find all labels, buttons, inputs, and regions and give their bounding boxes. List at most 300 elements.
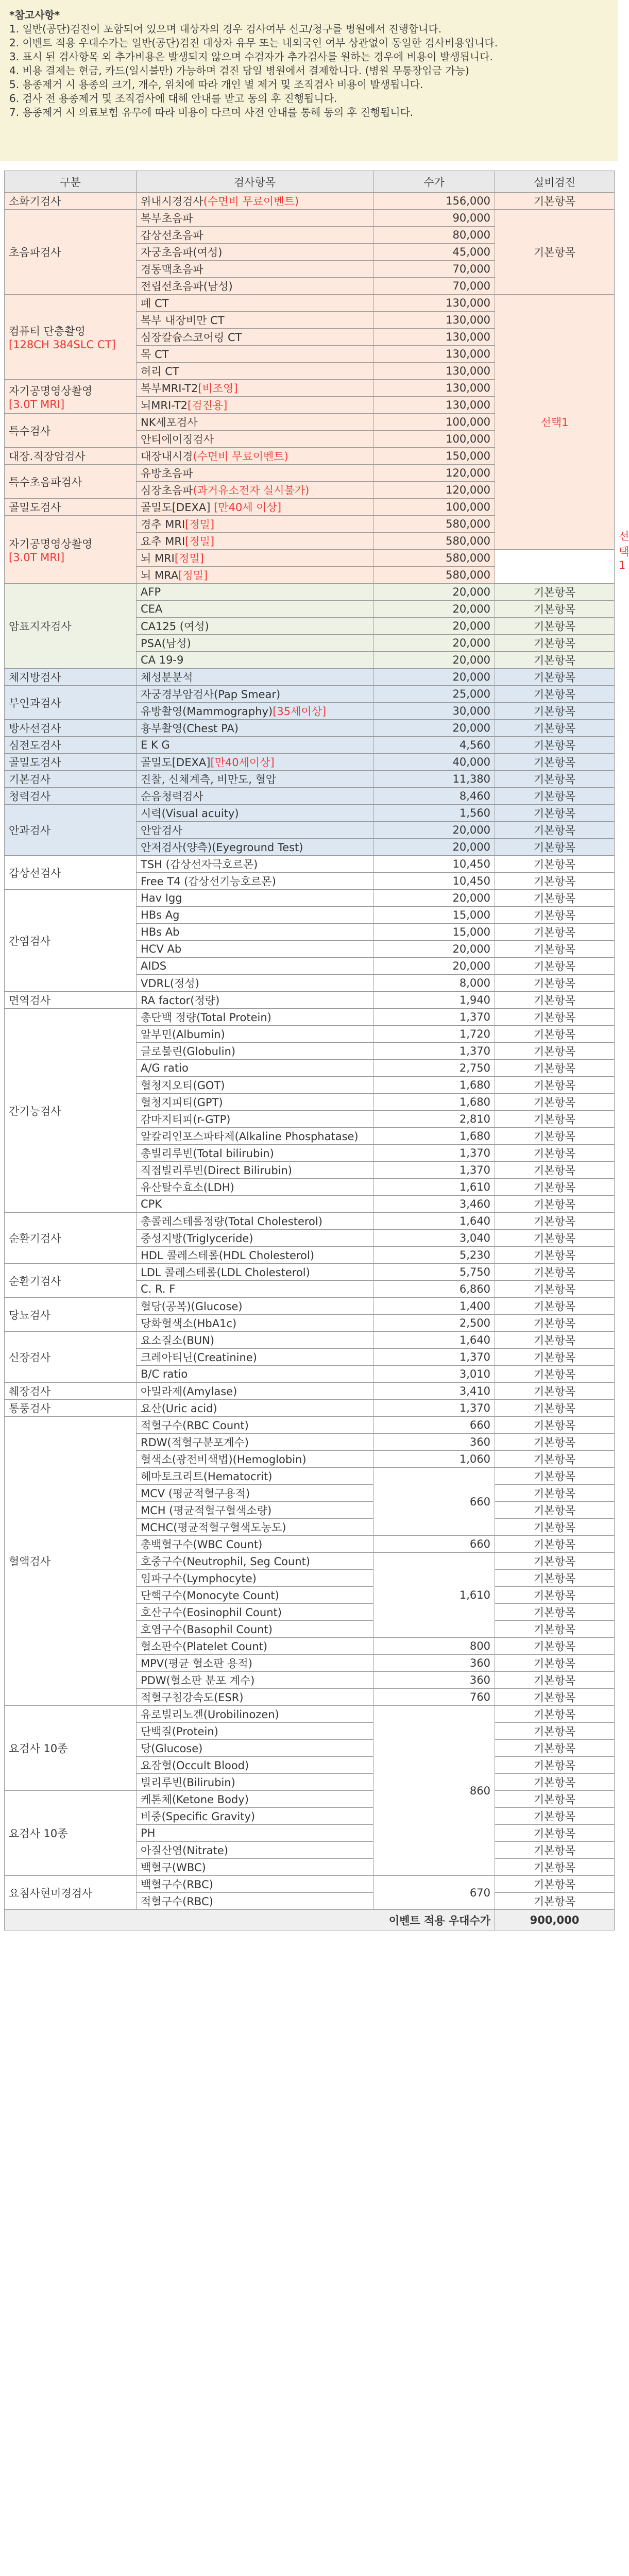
price-cell: 15,000 xyxy=(373,924,495,941)
item-cell xyxy=(137,1808,373,1825)
price-cell: 580,000 xyxy=(373,533,495,550)
price-cell: 580,000 xyxy=(373,567,495,584)
item-cell xyxy=(137,1434,373,1451)
item-label: 체성분분석 xyxy=(141,671,193,684)
status-cell: 기본항목 xyxy=(495,1162,615,1179)
price-table-wrap xyxy=(4,171,629,1930)
status-cell: 기본항목 xyxy=(495,1893,615,1910)
item-cell xyxy=(137,652,373,669)
price-cell: 1,680 xyxy=(373,1077,495,1094)
table-row xyxy=(5,295,615,312)
item-cell xyxy=(137,1638,373,1655)
price-cell: 1,060 xyxy=(373,1451,495,1468)
category-label: 췌장검사 xyxy=(9,1385,51,1398)
item-cell xyxy=(137,1111,373,1128)
status-cell: 기본항목 xyxy=(495,975,615,992)
status-cell: 기본항목 xyxy=(495,1145,615,1162)
status-cell: 기본항목 xyxy=(495,754,615,771)
price-cell: 15,000 xyxy=(373,907,495,924)
price-cell: 1,610 xyxy=(373,1179,495,1196)
item-label: 감마지티피(r-GTP) xyxy=(141,1113,231,1126)
price-cell: 5,230 xyxy=(373,1247,495,1264)
price-cell: 120,000 xyxy=(373,465,495,482)
category-label: 청력검사 xyxy=(9,790,51,803)
item-cell xyxy=(137,1077,373,1094)
price-cell: 660 xyxy=(373,1417,495,1434)
item-cell xyxy=(137,1825,373,1842)
category-label: 당뇨검사 xyxy=(9,1309,51,1321)
category-cell xyxy=(5,295,137,380)
table-row xyxy=(5,754,615,771)
price-cell: 90,000 xyxy=(373,210,495,227)
item-cell xyxy=(137,278,373,295)
item-cell xyxy=(137,1247,373,1264)
item-cell xyxy=(137,1009,373,1026)
price-cell: 40,000 xyxy=(373,754,495,771)
item-label: 유방촬영(Mammography) xyxy=(141,705,273,718)
notes-box xyxy=(0,0,618,161)
header-status: 실비검진 xyxy=(495,171,615,193)
item-label: 골밀도[DEXA] xyxy=(141,756,211,769)
price-cell: 3,040 xyxy=(373,1230,495,1247)
status-cell: 기본항목 xyxy=(495,737,615,754)
item-note: [만40세 이상] xyxy=(210,501,282,514)
price-cell: 1,720 xyxy=(373,1026,495,1043)
category-cell xyxy=(5,380,137,414)
status-cell: 기본항목 xyxy=(495,1009,615,1026)
item-cell xyxy=(137,465,373,482)
category-label: 대장.직장암검사 xyxy=(9,450,86,463)
price-cell: 8,460 xyxy=(373,788,495,805)
price-cell: 1,370 xyxy=(373,1162,495,1179)
category-cell xyxy=(5,1417,137,1706)
status-cell: 기본항목 xyxy=(495,1213,615,1230)
category-cell xyxy=(5,516,137,584)
price-cell: 45,000 xyxy=(373,244,495,261)
item-cell xyxy=(137,431,373,448)
status-cell: 기본항목 xyxy=(495,1298,615,1315)
note-line: 6. 검사 전 용종제거 및 조직검사에 대해 안내를 받고 동의 후 진행됩니다. xyxy=(9,92,337,105)
price-cell: 20,000 xyxy=(373,584,495,601)
item-cell xyxy=(137,1570,373,1587)
category-cell xyxy=(5,805,137,856)
item-cell xyxy=(137,482,373,499)
item-label: 호염구수(Basophil Count) xyxy=(141,1623,273,1636)
status-cell: 기본항목 xyxy=(495,1689,615,1706)
item-cell xyxy=(137,1315,373,1332)
price-cell: 1,940 xyxy=(373,992,495,1009)
status-cell: 기본항목 xyxy=(495,601,615,618)
price-cell: 1,560 xyxy=(373,805,495,822)
table-row xyxy=(5,1332,615,1349)
category-label: 심전도검사 xyxy=(9,739,61,752)
category-label: 컴퓨터 단층촬영 xyxy=(9,325,86,337)
status-cell: 선택1 xyxy=(495,295,615,550)
price-cell: 130,000 xyxy=(373,380,495,397)
item-label: 헤마토크리트(Hematocrit) xyxy=(141,1470,273,1483)
item-note: [만40세이상] xyxy=(210,756,275,769)
category-cell xyxy=(5,1876,137,1910)
item-note: [35세이상] xyxy=(273,705,327,718)
item-label: 안티에이징검사 xyxy=(141,433,214,446)
price-cell: 20,000 xyxy=(373,601,495,618)
item-label: Free T4 (갑상선기능호르몬) xyxy=(141,875,276,888)
item-cell xyxy=(137,839,373,856)
total-value: 900,000 xyxy=(495,1910,615,1930)
category-cell xyxy=(5,1400,137,1417)
item-label: PDW(혈소판 분포 계수) xyxy=(141,1674,255,1687)
item-label: RDW(적혈구분포계수) xyxy=(141,1436,249,1449)
note-line: 2. 이벤트 적용 우대수가는 일반(공단)검진 대상자 유무 또는 내외국인 여부 상관없이 동일한 검사비용입니다. xyxy=(9,37,498,49)
item-label: 직접빌리루빈(Direct Bilirubin) xyxy=(141,1164,292,1177)
price-cell: 800 xyxy=(373,1638,495,1655)
status-cell: 기본항목 xyxy=(495,1179,615,1196)
status-cell: 기본항목 xyxy=(495,210,615,295)
item-cell xyxy=(137,1689,373,1706)
category-label: 특수초음파검사 xyxy=(9,476,82,488)
item-cell xyxy=(137,1485,373,1502)
table-row xyxy=(5,1213,615,1230)
item-cell xyxy=(137,1859,373,1876)
category-cell xyxy=(5,856,137,890)
item-label: 뇌 MRA xyxy=(141,569,179,582)
category-cell xyxy=(5,465,137,499)
item-label: RA factor(정량) xyxy=(141,994,220,1007)
category-cell xyxy=(5,669,137,686)
category-cell xyxy=(5,737,137,754)
item-label: Hav Igg xyxy=(141,892,182,904)
status-cell: 기본항목 xyxy=(495,1808,615,1825)
item-cell xyxy=(137,890,373,907)
item-label: 뇌 MRI xyxy=(141,552,175,565)
item-cell xyxy=(137,992,373,1009)
item-label: 안저검사(양측)(Eyeground Test) xyxy=(141,841,303,854)
item-label: 단핵구수(Monocyte Count) xyxy=(141,1589,279,1602)
item-cell xyxy=(137,1553,373,1570)
item-label: NK세포검사 xyxy=(141,416,198,429)
category-cell xyxy=(5,992,137,1009)
status-cell: 기본항목 xyxy=(495,1740,615,1757)
item-label: HCV Ab xyxy=(141,943,182,955)
item-label: AIDS xyxy=(141,960,167,972)
status-cell: 기본항목 xyxy=(495,1332,615,1349)
status-cell: 기본항목 xyxy=(495,1247,615,1264)
item-cell xyxy=(137,329,373,346)
item-cell xyxy=(137,1451,373,1468)
category-label: 갑상선검사 xyxy=(9,867,61,879)
category-cell xyxy=(5,1264,137,1298)
item-cell xyxy=(137,227,373,244)
price-cell: 1,370 xyxy=(373,1145,495,1162)
item-note: [정밀] xyxy=(178,569,208,582)
table-row xyxy=(5,720,615,737)
table-row xyxy=(5,1298,615,1315)
item-label: 갑상선초음파 xyxy=(141,229,203,242)
item-label: 요추 MRI xyxy=(141,535,185,548)
table-row xyxy=(5,686,615,703)
item-label: HBs Ag xyxy=(141,909,180,921)
category-label: 순환기검사 xyxy=(9,1232,61,1245)
status-cell: 기본항목 xyxy=(495,1587,615,1604)
category-label: 부인과검사 xyxy=(9,697,61,709)
status-cell: 기본항목 xyxy=(495,924,615,941)
item-cell xyxy=(137,499,373,516)
item-cell xyxy=(137,1876,373,1893)
price-cell: 70,000 xyxy=(373,278,495,295)
status-cell: 기본항목 xyxy=(495,686,615,703)
category-label: 자기공명영상촬영 xyxy=(9,537,93,550)
price-cell: 10,450 xyxy=(373,856,495,873)
item-note: [정밀] xyxy=(185,518,215,531)
status-cell: 기본항목 xyxy=(495,771,615,788)
category-cell xyxy=(5,686,137,720)
status-cell: 기본항목 xyxy=(495,1842,615,1859)
category-sublabel: [3.0T MRI] xyxy=(9,398,65,411)
note-line: 5. 용종제거 시 용종의 크기, 개수, 위치에 따라 개인 별 제거 및 조직검사 비용이 발생됩니다. xyxy=(9,78,423,91)
item-cell xyxy=(137,1179,373,1196)
category-label: 간기능검사 xyxy=(9,1105,61,1117)
price-cell: 360 xyxy=(373,1655,495,1672)
price-cell: 760 xyxy=(373,1689,495,1706)
status-cell: 기본항목 xyxy=(495,1757,615,1774)
item-label: 유로빌리노겐(Urobilinozen) xyxy=(141,1708,279,1721)
header-category: 구분 xyxy=(5,171,137,193)
status-cell: 기본항목 xyxy=(495,618,615,635)
item-cell xyxy=(137,873,373,890)
category-cell xyxy=(5,1298,137,1332)
notes-lines xyxy=(9,22,609,120)
table-row xyxy=(5,669,615,686)
item-cell xyxy=(137,1213,373,1230)
status-cell: 기본항목 xyxy=(495,788,615,805)
price-cell: 25,000 xyxy=(373,686,495,703)
item-label: 진찰, 신체계측, 비만도, 혈압 xyxy=(141,773,277,786)
item-label: 단백질(Protein) xyxy=(141,1725,218,1738)
category-cell xyxy=(5,720,137,737)
status-cell: 기본항목 xyxy=(495,1417,615,1434)
item-note: [비조영] xyxy=(198,382,238,395)
item-label: 크레아티닌(Creatinine) xyxy=(141,1351,257,1364)
status-cell: 기본항목 xyxy=(495,1553,615,1570)
category-label: 통풍검사 xyxy=(9,1402,51,1415)
item-label: TSH (갑상선자극호르몬) xyxy=(141,858,258,871)
table-row xyxy=(5,1876,615,1893)
notes-title: *참고사항* xyxy=(9,9,60,21)
item-cell xyxy=(137,1587,373,1604)
status-cell: 기본항목 xyxy=(495,941,615,958)
price-cell: 130,000 xyxy=(373,397,495,414)
item-label: 순음청력검사 xyxy=(141,790,203,803)
item-label: 요소질소(BUN) xyxy=(141,1334,215,1347)
table-row xyxy=(5,805,615,822)
item-cell xyxy=(137,1621,373,1638)
item-label: 백혈구수(RBC) xyxy=(141,1878,213,1891)
status-cell: 기본항목 xyxy=(495,1315,615,1332)
item-cell xyxy=(137,397,373,414)
total-row xyxy=(5,1910,615,1930)
price-table xyxy=(4,171,629,1930)
price-cell: 130,000 xyxy=(373,363,495,380)
item-cell xyxy=(137,1332,373,1349)
item-cell xyxy=(137,1281,373,1298)
item-cell xyxy=(137,703,373,720)
item-label: 아밀라제(Amylase) xyxy=(141,1385,237,1398)
category-sublabel: [3.0T MRI] xyxy=(9,551,65,564)
table-row xyxy=(5,788,615,805)
status-cell: 기본항목 xyxy=(495,1570,615,1587)
status-cell: 기본항목 xyxy=(495,822,615,839)
item-label: E K G xyxy=(141,739,170,751)
status-cell: 기본항목 xyxy=(495,1502,615,1519)
item-label: 호산구수(Eosinophil Count) xyxy=(141,1606,282,1619)
category-label: 안과검사 xyxy=(9,824,51,837)
item-cell xyxy=(137,635,373,652)
item-cell xyxy=(137,516,373,533)
item-label: 적혈구수(RBC) xyxy=(141,1895,213,1908)
price-cell: 100,000 xyxy=(373,414,495,431)
price-cell: 20,000 xyxy=(373,618,495,635)
status-cell: 기본항목 xyxy=(495,1434,615,1451)
category-label: 초음파검사 xyxy=(9,246,61,259)
item-label: 혈당(공복)(Glucose) xyxy=(141,1300,243,1313)
item-label: 폐 CT xyxy=(141,297,169,310)
item-label: VDRL(정성) xyxy=(141,977,199,990)
item-cell xyxy=(137,1468,373,1485)
item-cell xyxy=(137,1706,373,1723)
category-label: 요검사 10종 xyxy=(9,1742,68,1755)
item-cell xyxy=(137,1128,373,1145)
status-cell: 기본항목 xyxy=(495,1128,615,1145)
category-cell xyxy=(5,1791,137,1876)
item-note: [검진용] xyxy=(188,399,228,412)
price-cell: 20,000 xyxy=(373,890,495,907)
item-label: 적혈구침강속도(ESR) xyxy=(141,1691,244,1704)
category-label: 암표지자검사 xyxy=(9,620,72,633)
status-cell: 기본항목 xyxy=(495,992,615,1009)
item-cell xyxy=(137,720,373,737)
note-line: 4. 비용 결제는 현금, 카드(일시불만) 가능하며 검진 당일 병원에서 결제합니다. (병원 무통장입금 가능) xyxy=(9,64,469,77)
status-cell: 기본항목 xyxy=(495,839,615,856)
price-cell: 360 xyxy=(373,1672,495,1689)
item-note: (수면비 무료이벤트) xyxy=(193,450,288,463)
price-cell: 70,000 xyxy=(373,261,495,278)
price-cell: 100,000 xyxy=(373,431,495,448)
category-cell xyxy=(5,771,137,788)
table-row xyxy=(5,890,615,907)
item-label: 당화혈색소(HbA1c) xyxy=(141,1317,237,1330)
category-cell xyxy=(5,890,137,992)
table-row xyxy=(5,771,615,788)
price-cell: 156,000 xyxy=(373,193,495,210)
item-label: AFP xyxy=(141,586,161,598)
item-cell xyxy=(137,618,373,635)
price-cell: 660 xyxy=(373,1468,495,1536)
item-label: 허리 CT xyxy=(141,365,179,378)
category-label: 골밀도검사 xyxy=(9,501,61,514)
item-cell xyxy=(137,1536,373,1553)
price-cell: 1,370 xyxy=(373,1009,495,1026)
price-cell: 1,400 xyxy=(373,1298,495,1315)
item-cell xyxy=(137,754,373,771)
item-cell xyxy=(137,1757,373,1774)
category-cell xyxy=(5,1213,137,1264)
status-cell: 기본항목 xyxy=(495,1825,615,1842)
price-cell: 3,460 xyxy=(373,1196,495,1213)
table-row xyxy=(5,1791,615,1808)
price-cell: 1,610 xyxy=(373,1553,495,1638)
item-cell xyxy=(137,1791,373,1808)
status-cell: 기본항목 xyxy=(495,1876,615,1893)
item-label: 빌리루빈(Bilirubin) xyxy=(141,1776,235,1789)
status-cell: 기본항목 xyxy=(495,856,615,873)
price-cell: 2,500 xyxy=(373,1315,495,1332)
item-label: 혈소판수(Platelet Count) xyxy=(141,1640,268,1653)
category-label: 혈액검사 xyxy=(9,1555,51,1568)
status-cell: 기본항목 xyxy=(495,1026,615,1043)
item-label: 혈청지오티(GOT) xyxy=(141,1079,225,1092)
table-row xyxy=(5,1009,615,1026)
table-row xyxy=(5,992,615,1009)
item-label: 경동맥초음파 xyxy=(141,263,203,276)
status-cell: 기본항목 xyxy=(495,1536,615,1553)
status-cell: 기본항목 xyxy=(495,1060,615,1077)
item-cell xyxy=(137,363,373,380)
item-label: CEA xyxy=(141,603,163,615)
item-label: 아질산염(Nitrate) xyxy=(141,1844,228,1857)
item-label: MPV(평균 혈소판 용적) xyxy=(141,1657,252,1670)
item-label: C. R. F xyxy=(141,1283,176,1295)
item-label: 흉부촬영(Chest PA) xyxy=(141,722,239,735)
table-row xyxy=(5,584,615,601)
item-label: 당(Glucose) xyxy=(141,1742,203,1755)
status-cell: 기본항목 xyxy=(495,584,615,601)
table-body xyxy=(5,193,629,1930)
item-label: 시력(Visual acuity) xyxy=(141,807,239,820)
item-label: CPK xyxy=(141,1198,162,1210)
status-cell: 기본항목 xyxy=(495,1655,615,1672)
table-row xyxy=(5,856,615,873)
status-cell: 기본항목 xyxy=(495,652,615,669)
category-cell xyxy=(5,448,137,465)
item-cell xyxy=(137,975,373,992)
status-cell: 기본항목 xyxy=(495,1043,615,1060)
price-cell: 130,000 xyxy=(373,295,495,312)
price-cell: 20,000 xyxy=(373,839,495,856)
price-cell: 1,680 xyxy=(373,1094,495,1111)
table-row xyxy=(5,193,615,210)
item-label: 호중구수(Neutrophil, Seg Count) xyxy=(141,1555,311,1568)
category-cell xyxy=(5,499,137,516)
price-cell: 4,560 xyxy=(373,737,495,754)
price-cell: 130,000 xyxy=(373,329,495,346)
price-cell: 360 xyxy=(373,1434,495,1451)
item-cell xyxy=(137,448,373,465)
item-cell xyxy=(137,771,373,788)
item-cell xyxy=(137,1366,373,1383)
table-row xyxy=(5,1264,615,1281)
item-cell xyxy=(137,1026,373,1043)
item-cell xyxy=(137,924,373,941)
item-label: B/C ratio xyxy=(141,1368,188,1380)
item-cell xyxy=(137,1672,373,1689)
category-label: 순환기검사 xyxy=(9,1275,61,1287)
item-cell xyxy=(137,261,373,278)
table-row xyxy=(5,210,615,227)
item-cell xyxy=(137,1264,373,1281)
item-label: 총빌리루빈(Total bilirubin) xyxy=(141,1147,274,1160)
item-cell xyxy=(137,1094,373,1111)
category-cell xyxy=(5,210,137,295)
